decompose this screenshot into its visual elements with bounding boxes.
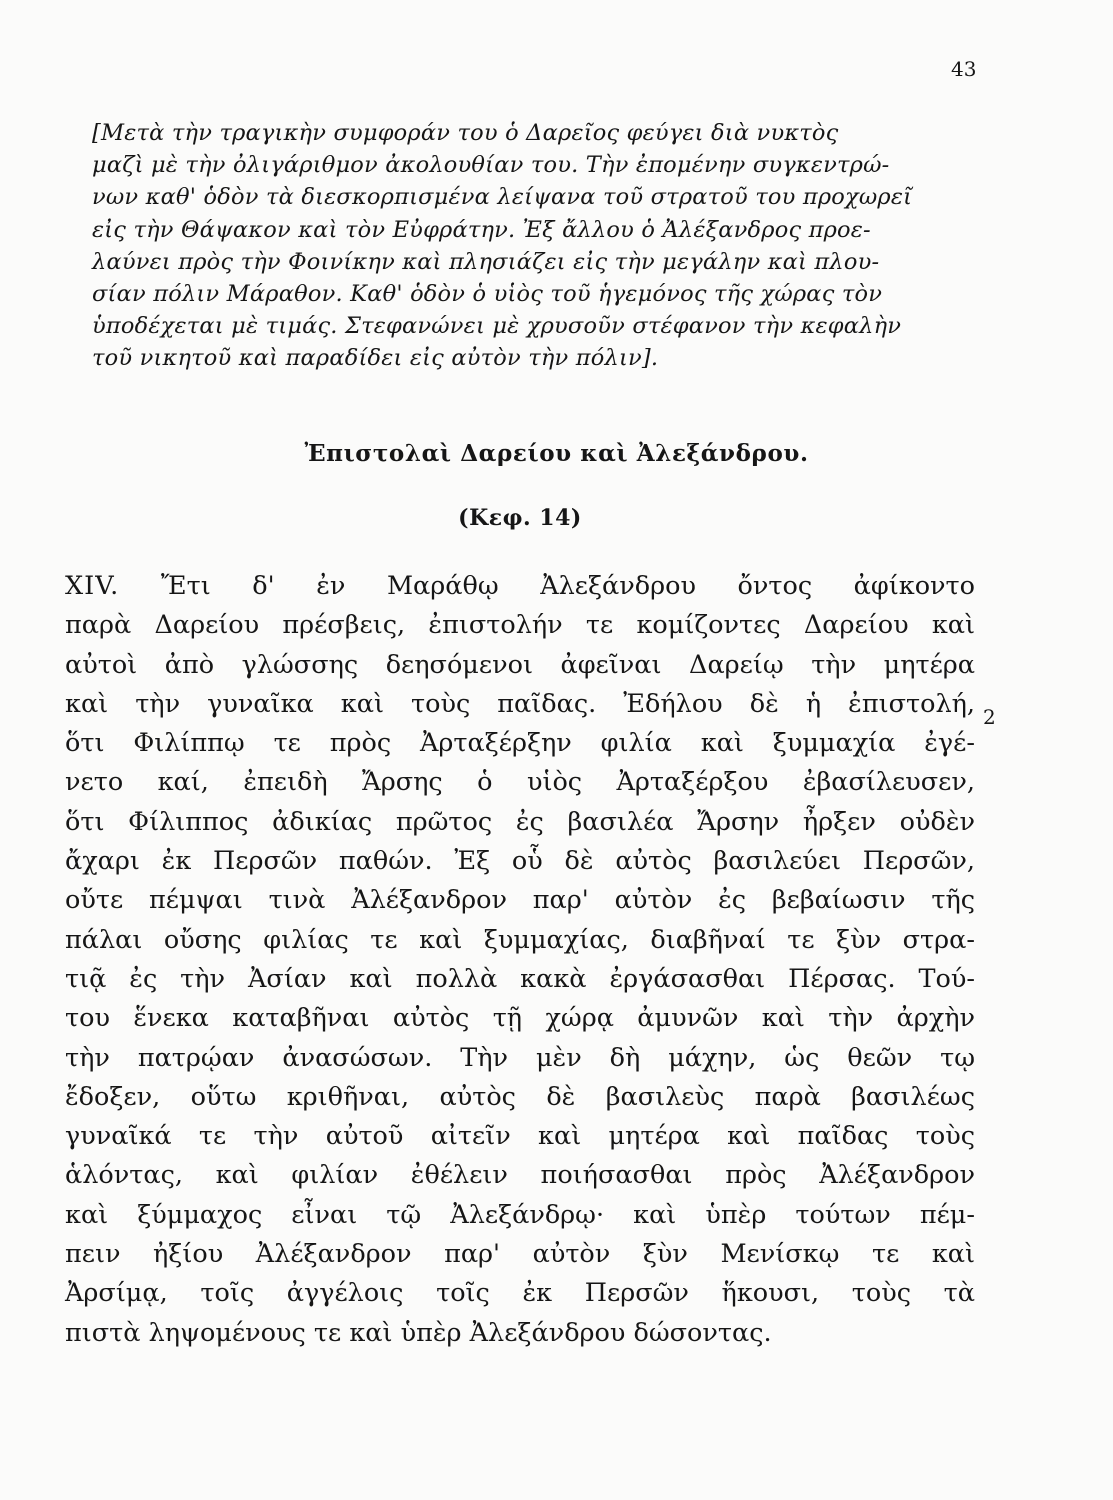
main-line: του ἕνεκα καταβῆναι αὐτὸς τῇ χώρᾳ ἀμυνῶν καὶ τὴν ἀρχὴν <box>65 1003 975 1034</box>
summary-line: λαύνει πρὸς τὴν Φοινίκην καὶ πλησιάζει εἰς τὴν μεγάλην καὶ πλου- <box>92 248 880 275</box>
main-line: αὐτοὶ ἀπὸ γλώσσης δεησόμενοι ἀφεῖναι Δαρείῳ τὴν μητέρα <box>65 649 975 680</box>
main-line: οὔτε πέμψαι τινὰ Ἀλέξανδρον παρ' αὐτὸν ἐς βεβαίωσιν τῆς <box>65 885 975 916</box>
main-line: καὶ ξύμμαχος εἶναι τῷ Ἀλεξάνδρῳ· καὶ ὑπὲρ τούτων πέμ- <box>65 1199 975 1230</box>
section-heading: Ἐπιστολαὶ Δαρείου καὶ Ἀλεξάνδρου. <box>304 440 809 467</box>
main-line: ἔδοξεν, οὕτω κριθῆναι, αὐτὸς δὲ βασιλεὺς παρὰ βασιλέως <box>65 1081 975 1112</box>
main-line: παρὰ Δαρείου πρέσβεις, ἐπιστολήν τε κομίζοντες Δαρείου καὶ <box>65 610 975 641</box>
summary-line: [Μετὰ τὴν τραγικὴν συμφοράν του ὁ Δαρεῖος φεύγει διὰ νυκτὸς <box>92 120 839 146</box>
main-line: πιστὰ ληψομένους τε καὶ ὑπὲρ Ἀλεξάνδρου δώσοντας. <box>65 1317 772 1348</box>
summary-line: τοῦ νικητοῦ καὶ παραδίδει εἰς αὐτὸν τὴν πόλιν]. <box>92 345 659 372</box>
summary-line: μαζὶ μὲ τὴν ὀλιγάριθμον ἀκολουθίαν του. Τὴν ἐπομένην συγκεντρώ- <box>92 152 890 179</box>
main-line: πειν ἠξίου Ἀλέξανδρον παρ' αὐτὸν ξὺν Μενίσκῳ τε καὶ <box>65 1239 975 1270</box>
chapter-number: XIV. <box>65 571 120 601</box>
main-line: καὶ τὴν γυναῖκα καὶ τοὺς παῖδας. Ἐδήλου δὲ ἡ ἐπιστολή, <box>65 688 975 719</box>
summary-line: εἰς τὴν Θάψακον καὶ τὸν Εὐφράτην. Ἐξ ἄλλου ὁ Ἀλέξανδρος προε- <box>92 216 871 243</box>
page-number: 43 <box>951 57 977 81</box>
main-text <box>65 567 975 1353</box>
chapter-reference: (Κεφ. 14) <box>458 505 582 531</box>
main-line <box>65 567 975 606</box>
main-line: τιᾷ ἐς τὴν Ἀσίαν καὶ πολλὰ κακὰ ἐργάσασθαι Πέρσας. Τού- <box>65 963 975 994</box>
main-line: γυναῖκά τε τὴν αὐτοῦ αἰτεῖν καὶ μητέρα καὶ παῖδας τοὺς <box>65 1121 975 1152</box>
main-line: ἄχαρι ἐκ Περσῶν παθών. Ἐξ οὗ δὲ αὐτὸς βασιλεύει Περσῶν, <box>65 846 975 877</box>
main-line: πάλαι οὔσης φιλίας τε καὶ ξυμμαχίας, διαβῆναί τε ξὺν στρα- <box>65 924 975 955</box>
main-line: Ἀρσίμᾳ, τοῖς ἀγγέλοις τοῖς ἐκ Περσῶν ἥκουσι, τοὺς τὰ <box>65 1278 975 1309</box>
chapter-summary <box>92 117 982 375</box>
summary-line: σίαν πόλιν Μάραθον. Καθ' ὁδὸν ὁ υἱὸς τοῦ ἡγεμόνος τῆς χώρας τὸν <box>92 281 883 308</box>
main-first-line: Ἔτι δ' ἐν Μαράθῳ Ἀλεξάνδρου ὄντος ἀφίκοντο <box>160 571 976 601</box>
main-line: ὅτι Φιλίππῳ τε πρὸς Ἀρταξέρξην φιλία καὶ ξυμμαχία ἐγέ- <box>65 728 975 759</box>
main-line: ὅτι Φίλιππος ἀδικίας πρῶτος ἐς βασιλέα Ἄρσην ἦρξεν οὐδὲν <box>65 806 975 837</box>
main-line: τὴν πατρῴαν ἀνασώσων. Τὴν μὲν δὴ μάχην, ὡς θεῶν τῳ <box>65 1042 975 1073</box>
summary-line: ὑποδέχεται μὲ τιμάς. Στεφανώνει μὲ χρυσοῦν στέφανον τὴν κεφαλὴν <box>92 313 902 340</box>
summary-line: νων καθ' ὁδὸν τὰ διεσκορπισμένα λείψανα τοῦ στρατοῦ του προχωρεῖ <box>92 184 913 211</box>
margin-section-number: 2 <box>983 705 996 729</box>
main-line: ἁλόντας, καὶ φιλίαν ἐθέλειν ποιήσασθαι πρὸς Ἀλέξανδρον <box>65 1160 975 1191</box>
main-line: νετο καί, ἐπειδὴ Ἄρσης ὁ υἱὸς Ἀρταξέρξου ἐβασίλευσεν, <box>65 767 975 798</box>
